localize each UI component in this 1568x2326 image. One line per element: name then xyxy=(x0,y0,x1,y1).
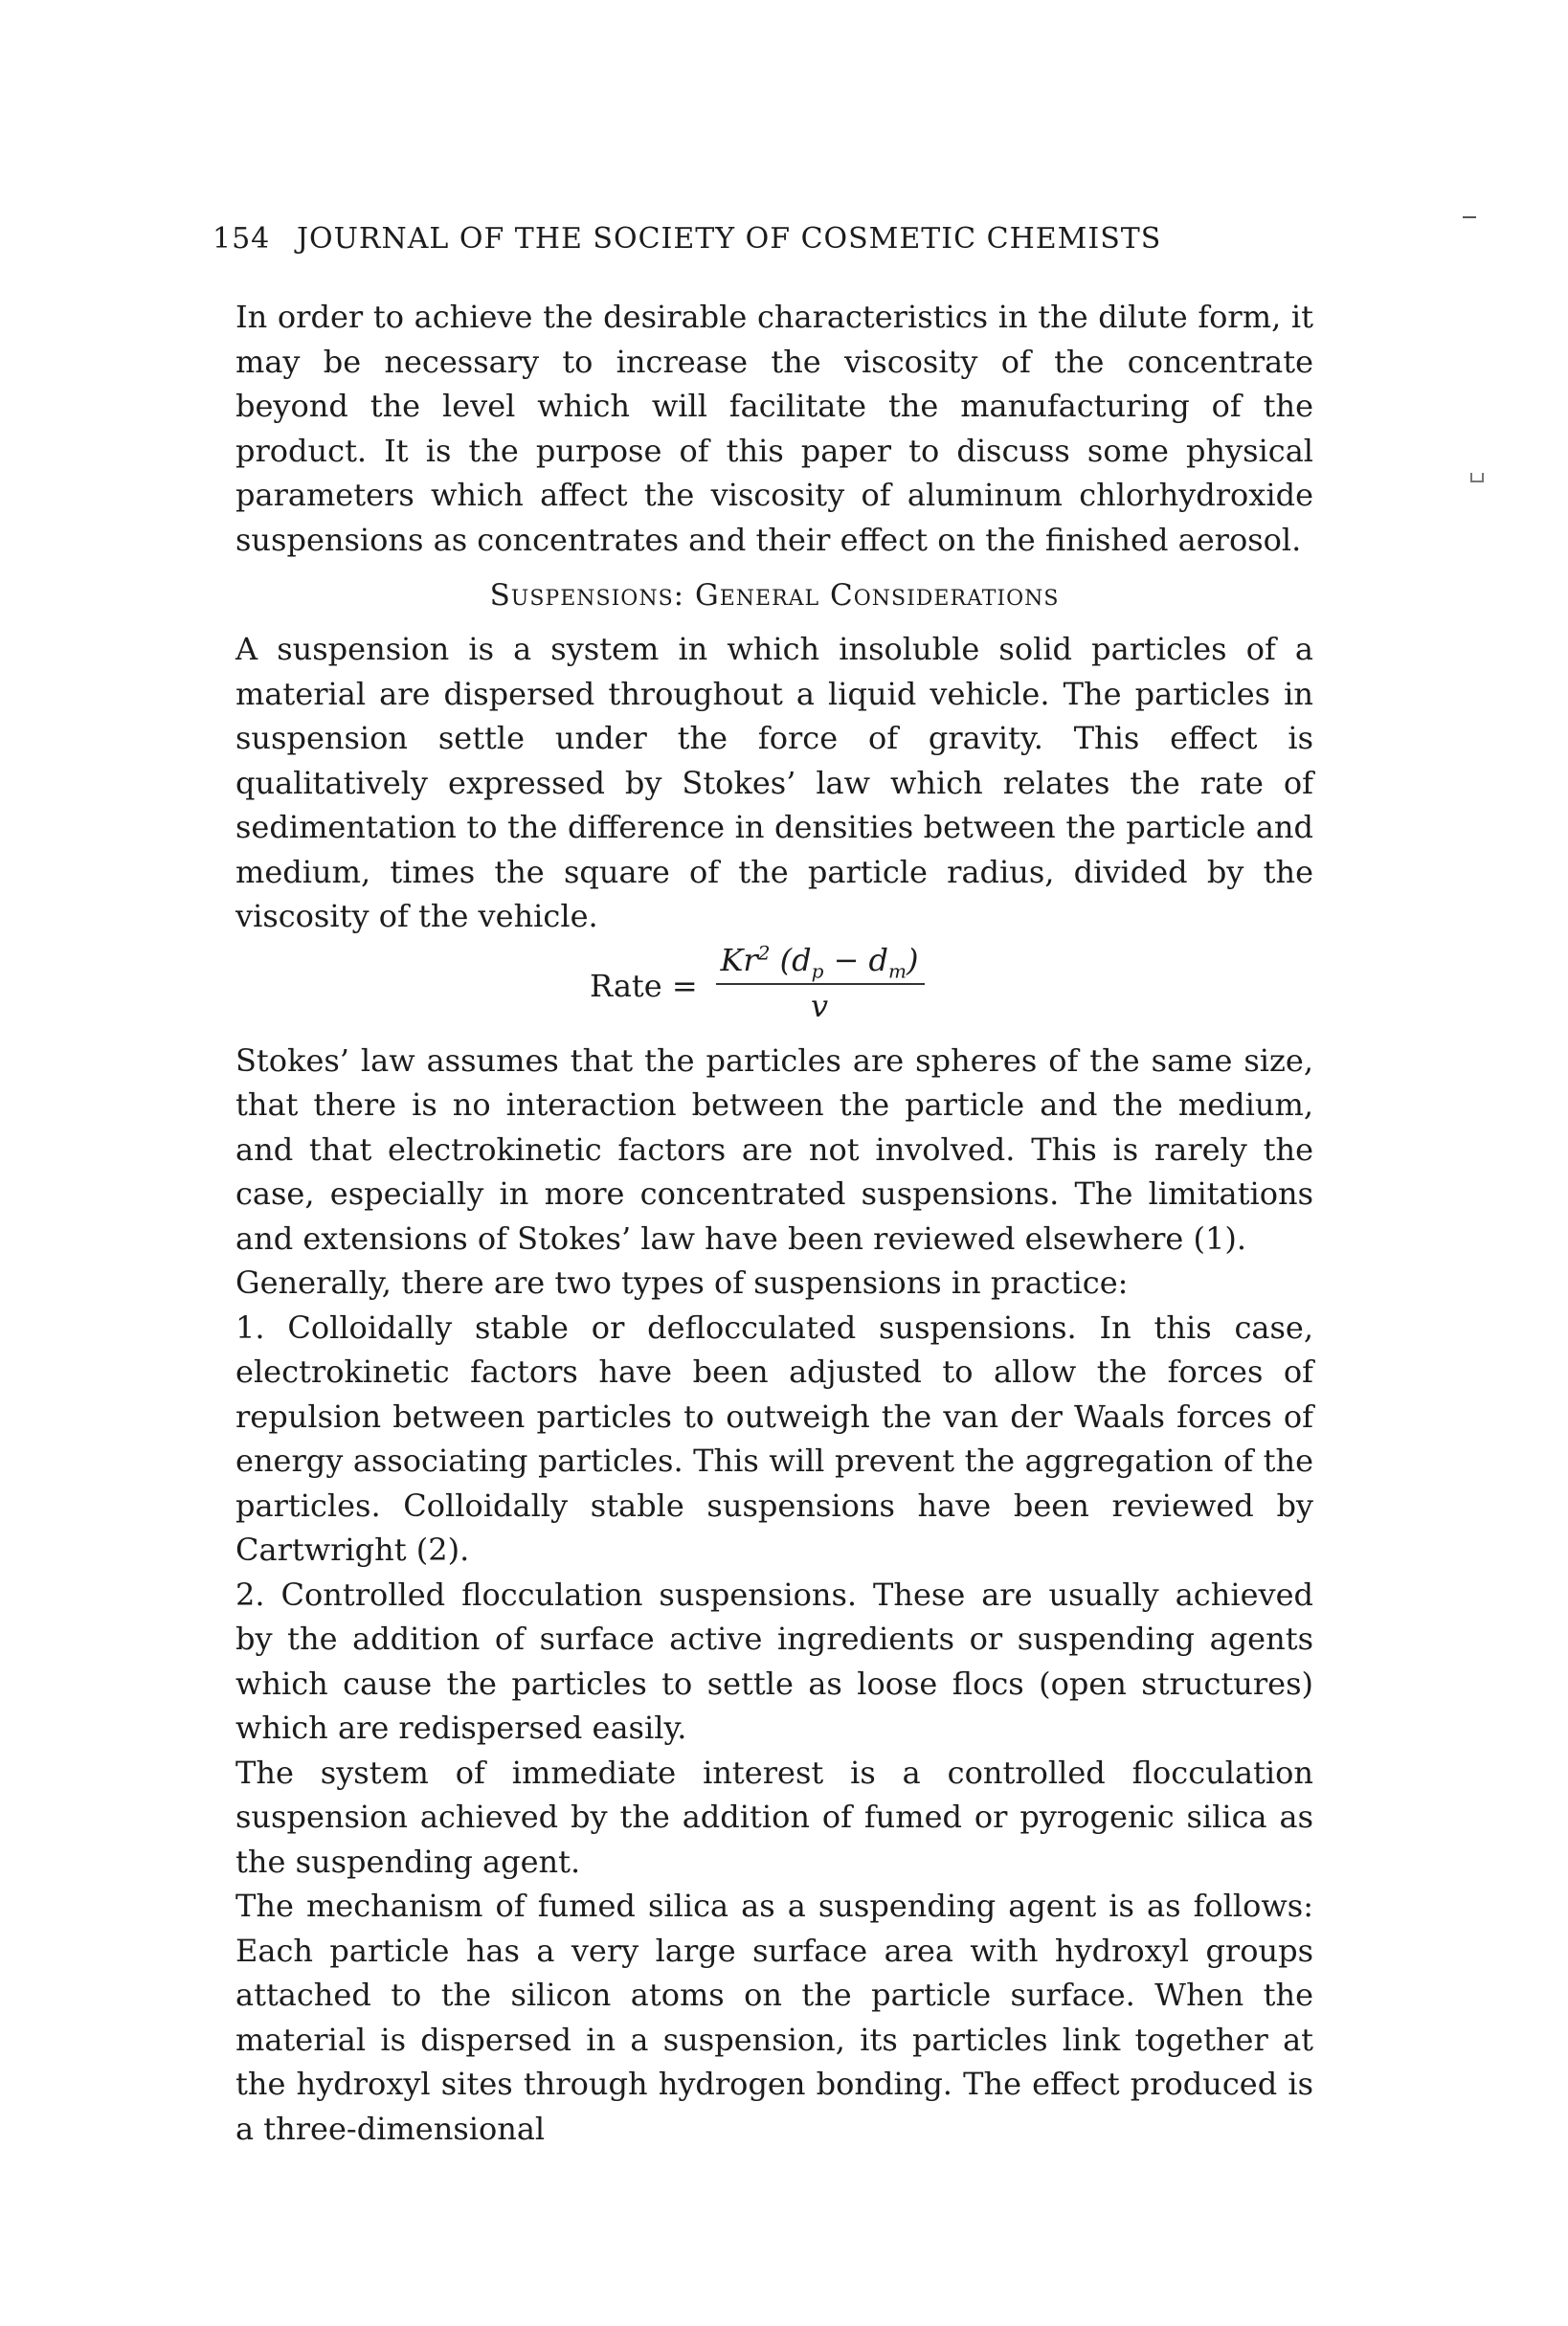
margin-dash-mark xyxy=(1463,216,1476,218)
section-heading: Suspensions: General Considerations xyxy=(489,578,1060,613)
journal-title: JOURNAL OF THE SOCIETY OF COSMETIC CHEMISTS xyxy=(297,222,1162,256)
paragraph-two-types: Generally, there are two types of suspensions in practice: xyxy=(235,1264,1129,1301)
paragraph-system-interest: The system of immediate interest is a controlled flocculation suspension achieved by the addition of fumed or pyrogenic silica as the suspending agent. xyxy=(235,1754,1313,1880)
paragraph-type-2: 2. Controlled flocculation suspensions. These are usually achieved by the addition of surface active ingredients or suspending agents which cause the particles to settle as loose flocs (open structures) which are redispersed easily. xyxy=(235,1576,1313,1746)
paragraph-suspension-definition: A suspension is a system in which insoluble solid particles of a material are dispersed throughout a liquid vehicle. The particles in suspension settle under the force of gravity. This effect is qualitatively expressed by Stokes’ law which relates the rate of sedimentation to the difference in densities between the particle and medium, times the square of the particle radius, divided by the viscosity of the vehicle. xyxy=(235,631,1313,934)
equation-numerator: Kr$^2$ $(d_p - d_m)$ xyxy=(720,940,919,982)
paragraph-type-1: 1. Colloidally stable or deflocculated suspensions. In this case, electrokinetic factors have been adjusted to allow the forces of repulsion between particles to outweigh the van der Waals forces of energy associating particles. This will prevent the aggregation of the particles. Colloidally stable suspensions have been reviewed by Cartwright (2). xyxy=(235,1308,1313,1568)
page-number: 154 xyxy=(213,222,271,256)
article-body xyxy=(235,295,1313,2151)
paragraph-stokes-assumptions: Stokes’ law assumes that the particles are spheres of the same size, that there is no interaction between the particle and the medium, and that electrokinetic factors are not involved. This is rarely the case, especially in more concentrated suspensions. The limitations and extensions of Stokes’ law have been reviewed elsewhere (1). xyxy=(235,1041,1313,1257)
equation-lhs: Rate = xyxy=(590,967,698,1004)
margin-corner-mark xyxy=(1470,473,1484,482)
paragraph-mechanism: The mechanism of fumed silica as a suspending agent is as follows: Each particle has a very large surface area with hydroxyl groups attached to the silicon atoms on the particle surface. When the material is dispersed in a suspension, its particles link together at the hydroxyl sites through hydrogen bonding. The effect produced is a three-dimensional xyxy=(235,1888,1313,2147)
equation-denominator: v xyxy=(810,987,829,1024)
stokes-equation xyxy=(235,941,1313,1029)
fraction-bar xyxy=(716,983,925,985)
paragraph-intro: In order to achieve the desirable characteristics in the dilute form, it may be necessary to increase the viscosity of the concentrate beyond the level which will facilitate the manufacturing of the product. It is the purpose of this paper to discuss some physical parameters which affect the viscosity of aluminum chlorhydroxide suspensions as concentrates and their effect on the finished aerosol. xyxy=(235,299,1313,558)
running-header xyxy=(213,220,1313,258)
